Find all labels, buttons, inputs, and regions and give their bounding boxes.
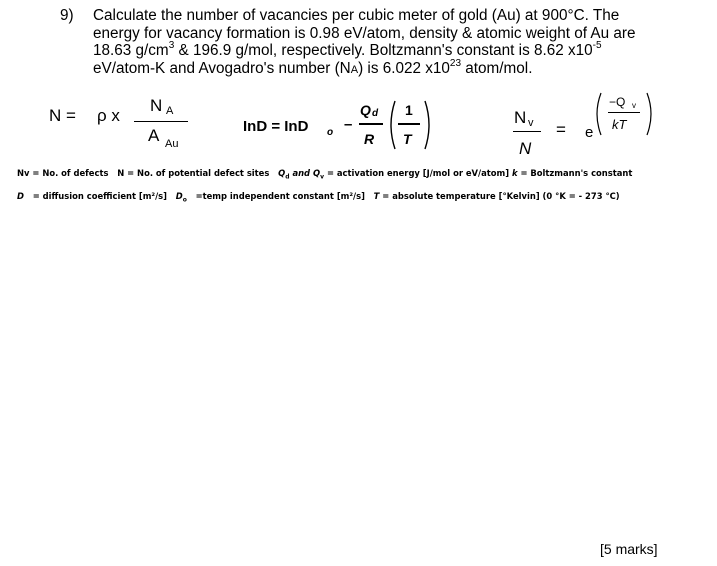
legend-t: T [373,191,380,201]
legend-q-def: = activation energy [J/mol or eV/atom] [324,168,510,178]
f3-nv-sub: v [528,117,534,129]
f1-den-main: A [148,126,160,145]
question-line-4-c: atom/mol. [461,59,533,77]
f2-t: T [403,131,412,147]
legend-qd-sub: d [285,173,290,181]
question-line-4-b: ) is 6.022 x10 [358,59,450,77]
f1-den-sub: Au [165,138,179,150]
f1-num-sub: A [166,105,174,117]
legend-line-1 [17,168,632,181]
f3-exp-num: −Q [609,95,626,109]
legend-qd: Q [278,168,286,178]
f3-nv: N [514,108,527,127]
f2-minus: – [344,116,353,133]
f2-lhs-sub: o [327,127,334,138]
f2-one: 1 [405,102,413,118]
legend-n: N = No. of potential defect sites [117,168,270,178]
question-line-4-sc: A [350,63,359,76]
marks-label: [5 marks] [600,541,658,557]
f2-q: Q [360,102,371,118]
f3-exp-bar [608,112,640,113]
legend-line-2 [17,191,620,204]
question-line-3-sup: 3 [168,40,175,52]
formula-vacancy-ratio [0,0,717,170]
question-number: 9) [60,7,74,24]
f3-e: e [585,124,594,141]
f1-rho-x: ρ x [97,106,120,125]
f3-exp-den: kT [612,117,627,132]
legend-d: D [17,191,24,201]
question-line-1: Calculate the number of vacancies per cubic meter of gold (Au) at 900°C. The [93,7,620,24]
question-line-4-sup: 23 [449,57,462,69]
legend-q-and: and [289,168,313,178]
legend-t-def: = absolute temperature [°Kelvin] (0 °K = - 273 °C) [379,191,620,201]
f3-fraction-bar [513,131,541,132]
f1-lhs: N = [49,106,76,125]
question-line-3-sup2: -5 [592,40,602,52]
f1-num-main: N [150,96,163,115]
question-line-2: energy for vacancy formation is 0.98 eV/atom, density & atomic weight of Au are [93,24,636,42]
legend-d0-def: =temp independent constant [m²/s] [192,191,365,201]
f2-q-sub: d [372,108,379,119]
legend-qv-sub: v [320,173,325,181]
legend-d0-sub: o [182,196,187,204]
question-line-3-a: 18.63 g/cm [93,42,169,60]
legend-k-def: = Boltzmann's constant [517,168,633,178]
question-line-4-a: eV/atom-K and Avogadro's number (N [93,59,351,77]
f2-r: R [364,131,375,147]
legend-d0: D [175,191,183,201]
f3-exp-num-sub: v [632,101,636,110]
legend-d-def: = diffusion coefficient [m²/s] [29,191,167,201]
f3-eq: = [556,120,566,139]
legend-nv: Nv = No. of defects [17,168,109,178]
f2-lhs: InD = InD [243,118,309,135]
f3-n: N [519,139,532,158]
legend-k: k [511,168,518,178]
legend-qv: Q [312,168,321,178]
question-line-3-b: & 196.9 g/mol, respectively. Boltzmann's constant is 8.62 x10 [174,42,593,60]
